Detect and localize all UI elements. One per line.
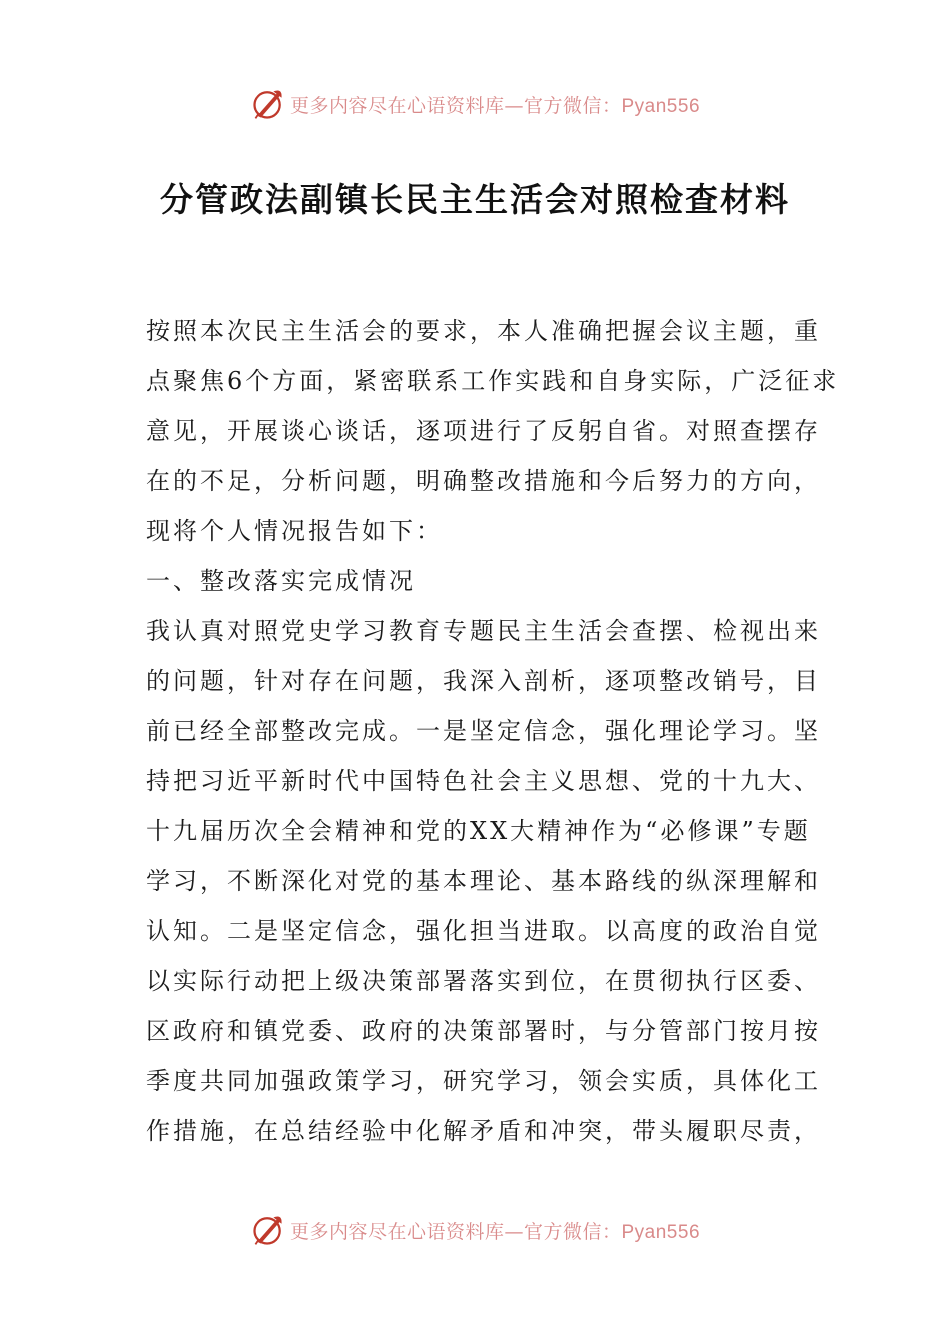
body-line: 学习，不断深化对党的基本理论、基本路线的纵深理解和	[146, 867, 821, 895]
body-line: 在的不足，分析问题，明确整改措施和今后努力的方向，	[146, 467, 821, 495]
body-line: 现将个人情况报告如下：	[146, 517, 443, 545]
body-line: 作措施，在总结经验中化解矛盾和冲突，带头履职尽责，	[146, 1117, 821, 1145]
footer-watermark	[0, 1210, 950, 1250]
body-line: 持把习近平新时代中国特色社会主义思想、党的十九大、	[146, 767, 821, 795]
body-line: 我认真对照党史学习教育专题民主生活会查摆、检视出来	[146, 617, 821, 645]
body-line: 按照本次民主生活会的要求，本人准确把握会议主题，重	[146, 317, 821, 345]
body-line: 季度共同加强政策学习，研究学习，领会实质，具体化工	[146, 1067, 821, 1095]
body-line: 区政府和镇党委、政府的决策部署时，与分管部门按月按	[146, 1017, 821, 1045]
body-line: 认知。二是坚定信念，强化担当进取。以高度的政治自觉	[146, 917, 821, 945]
watermark-text: 更多内容尽在心语资料库—官方微信：Pyan556	[289, 1220, 701, 1243]
body-line: 意见，开展谈心谈话，逐项进行了反躬自省。对照查摆存	[146, 417, 821, 445]
header-watermark	[0, 84, 950, 124]
body-line: 以实际行动把上级决策部署落实到位，在贯彻执行区委、	[146, 967, 821, 995]
quill-logo-icon	[250, 1212, 286, 1248]
body-line: 前已经全部整改完成。一是坚定信念，强化理论学习。坚	[146, 717, 821, 745]
watermark-wechat-id: Pyan556	[621, 1221, 701, 1243]
body-line: 一、整改落实完成情况	[146, 567, 416, 595]
body-line: 十九届历次全会精神和党的XX大精神作为“必修课”专题	[146, 817, 811, 845]
watermark-text: 更多内容尽在心语资料库—官方微信：Pyan556	[289, 94, 701, 117]
document-body	[146, 306, 840, 1156]
watermark-wechat-id: Pyan556	[621, 95, 701, 117]
body-line: 点聚焦6个方面，紧密联系工作实践和自身实际，广泛征求	[146, 367, 840, 395]
body-line: 的问题，针对存在问题，我深入剖析，逐项整改销号，目	[146, 667, 821, 695]
quill-logo-icon	[250, 86, 286, 122]
document-title: 分管政法副镇长民主生活会对照检查材料	[160, 180, 790, 219]
